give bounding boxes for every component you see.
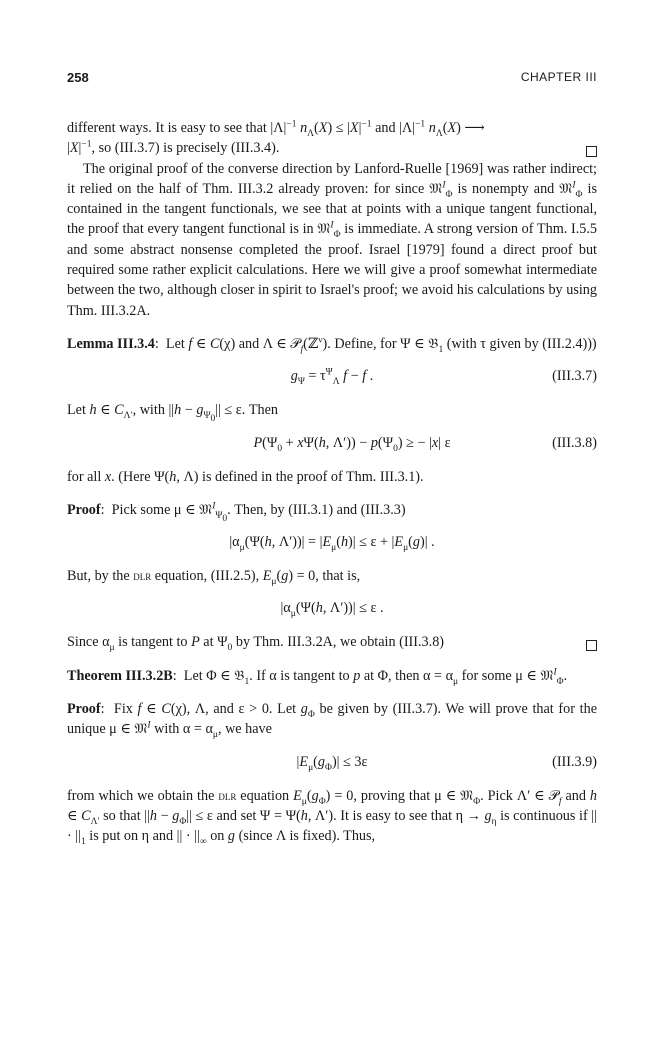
page-header xyxy=(67,70,597,90)
equation-tag: (III.3.7) xyxy=(552,368,597,385)
equation-iii-3-8 xyxy=(67,433,597,455)
lemma-label: Lemma III.3.4 xyxy=(67,335,155,352)
for-all-line: for all x. (Here Ψ(h, Λ) is defined in the proof of Thm. III.3.1). xyxy=(67,468,424,485)
equation-alpha-bound xyxy=(67,532,597,554)
dlr-line: But, by the dlr equation, (III.2.5), $E_\mu(g) = 0$, that is, xyxy=(67,568,361,587)
final-paragraph: from which we obtain the dlr equation $E_\mu(g_\Phi) = 0$, proving that μ ∈ 𝔐$_\Phi$. Pick Λ′ ∈ 𝒫$_f$ and h ∈ $C_{\Lambda'}$ so that $||h - g_\Phi|| \le \varepsilon$ and set Ψ = Ψ(h, Λ′). It is easy to see that $\eta \to g_\eta$ is continuous if || · $||_1$ is put on η and || · $||_\infty$ on g (since Λ is fixed). Thus, xyxy=(67,787,597,848)
theorem-label: Theorem III.3.2B xyxy=(67,667,173,684)
equation-tag: (III.3.8) xyxy=(552,434,597,451)
proof-one: Proof: Pick some μ ∈ 𝔐$^I_{\Psi_0}$. Then, by (III.3.1) and (III.3.3) xyxy=(67,501,406,524)
page-body xyxy=(67,118,597,847)
lemma-statement: Lemma III.3.4: Let f ∈ C(χ) and Λ ∈ 𝒫$_f$(ℤ$^\nu$). Define, for Ψ ∈ 𝔅$_1$ (with τ given by (III.2.4))) xyxy=(67,335,597,355)
equation-tag: (III.3.9) xyxy=(552,753,597,770)
page-number: 258 xyxy=(67,70,89,85)
equation-body: $g_\Psi = \tau^\Psi_\Lambda$ f − f . xyxy=(290,367,374,388)
proof-label: Proof xyxy=(67,501,101,518)
equation-iii-3-7 xyxy=(67,366,597,388)
let-line: Let h ∈ $C_{\Lambda'}$, with $||h - g_{\Psi_0}|| \le \varepsilon$. Then xyxy=(67,402,278,424)
paragraph-intro: different ways. It is easy to see that $|\Lambda|^{-1}$ $n_\Lambda(X) \le |X|^{-1}$ and $|\Lambda|^{-1}$ $n_\Lambda(X)$ ⟶ $|X|^{-1}$, so (III.3.7) is precisely (III.3.4). xyxy=(67,118,597,159)
proof-label: Proof xyxy=(67,701,101,718)
proof-two: Proof: Fix f ∈ C(χ), Λ, and ε > 0. Let $g_\Phi$ be given by (III.3.7). We will prove that for the unique μ ∈ 𝔐$^I$ with $\alpha = \alpha_\mu$, we have xyxy=(67,701,597,741)
qed-box xyxy=(586,640,597,651)
equation-body: $|\alpha_\mu(\Psi(h$, Λ′))| ≤ ε . xyxy=(280,600,384,620)
since-line: Since $\alpha_\mu$ is tangent to P at $\Psi_0$ by Thm. III.3.2A, we obtain (III.3.8) xyxy=(67,632,597,652)
qed-box xyxy=(586,146,597,157)
theorem-statement: Theorem III.3.2B: Let Φ ∈ 𝔅$_1$. If α is tangent to p at Φ, then $\alpha = \alpha_\mu$ for some μ ∈ 𝔐$^I_\Phi$. xyxy=(67,667,568,687)
equation-body: $|E_\mu(g_\Phi)| \le 3\varepsilon$ xyxy=(296,753,368,773)
equation-alpha-epsilon xyxy=(67,598,597,620)
paragraph-history: The original proof of the converse direction by Lanford-Ruelle [1969] was rather indirect; it relied on the half of Thm. III.3.2 already proven: for since 𝔐$^I_\Phi$ is nonempty and 𝔐$^I_\Phi$ is contained in the tangent functionals, we see that at points with a unique tangent functional, the proof that every tangent functional is in 𝔐$^I_\Phi$ is immediate. A strong version of Thm. I.5.5 and some abstract nonsense completed the proof. Israel [1979] found a direct proof but required some rather explicit calculations. Here we will give a proof somewhat intermediate between the two, although closer in spirit to Israel's proof; we avoid his calculations by using Thm. III.3.2A. xyxy=(67,160,597,319)
equation-iii-3-9 xyxy=(67,752,597,774)
equation-body: $|\alpha_\mu(\Psi(h$, $\Lambda'))| = |E_\mu(h)| \le \varepsilon + |E_\mu(g)|$ . xyxy=(229,534,435,553)
equation-body: $P(\Psi_0 + x\Psi(h$, $\Lambda')) - p(\Psi_0)$ ≥ − |x| ε xyxy=(253,434,451,454)
running-head: CHAPTER III xyxy=(520,70,597,84)
